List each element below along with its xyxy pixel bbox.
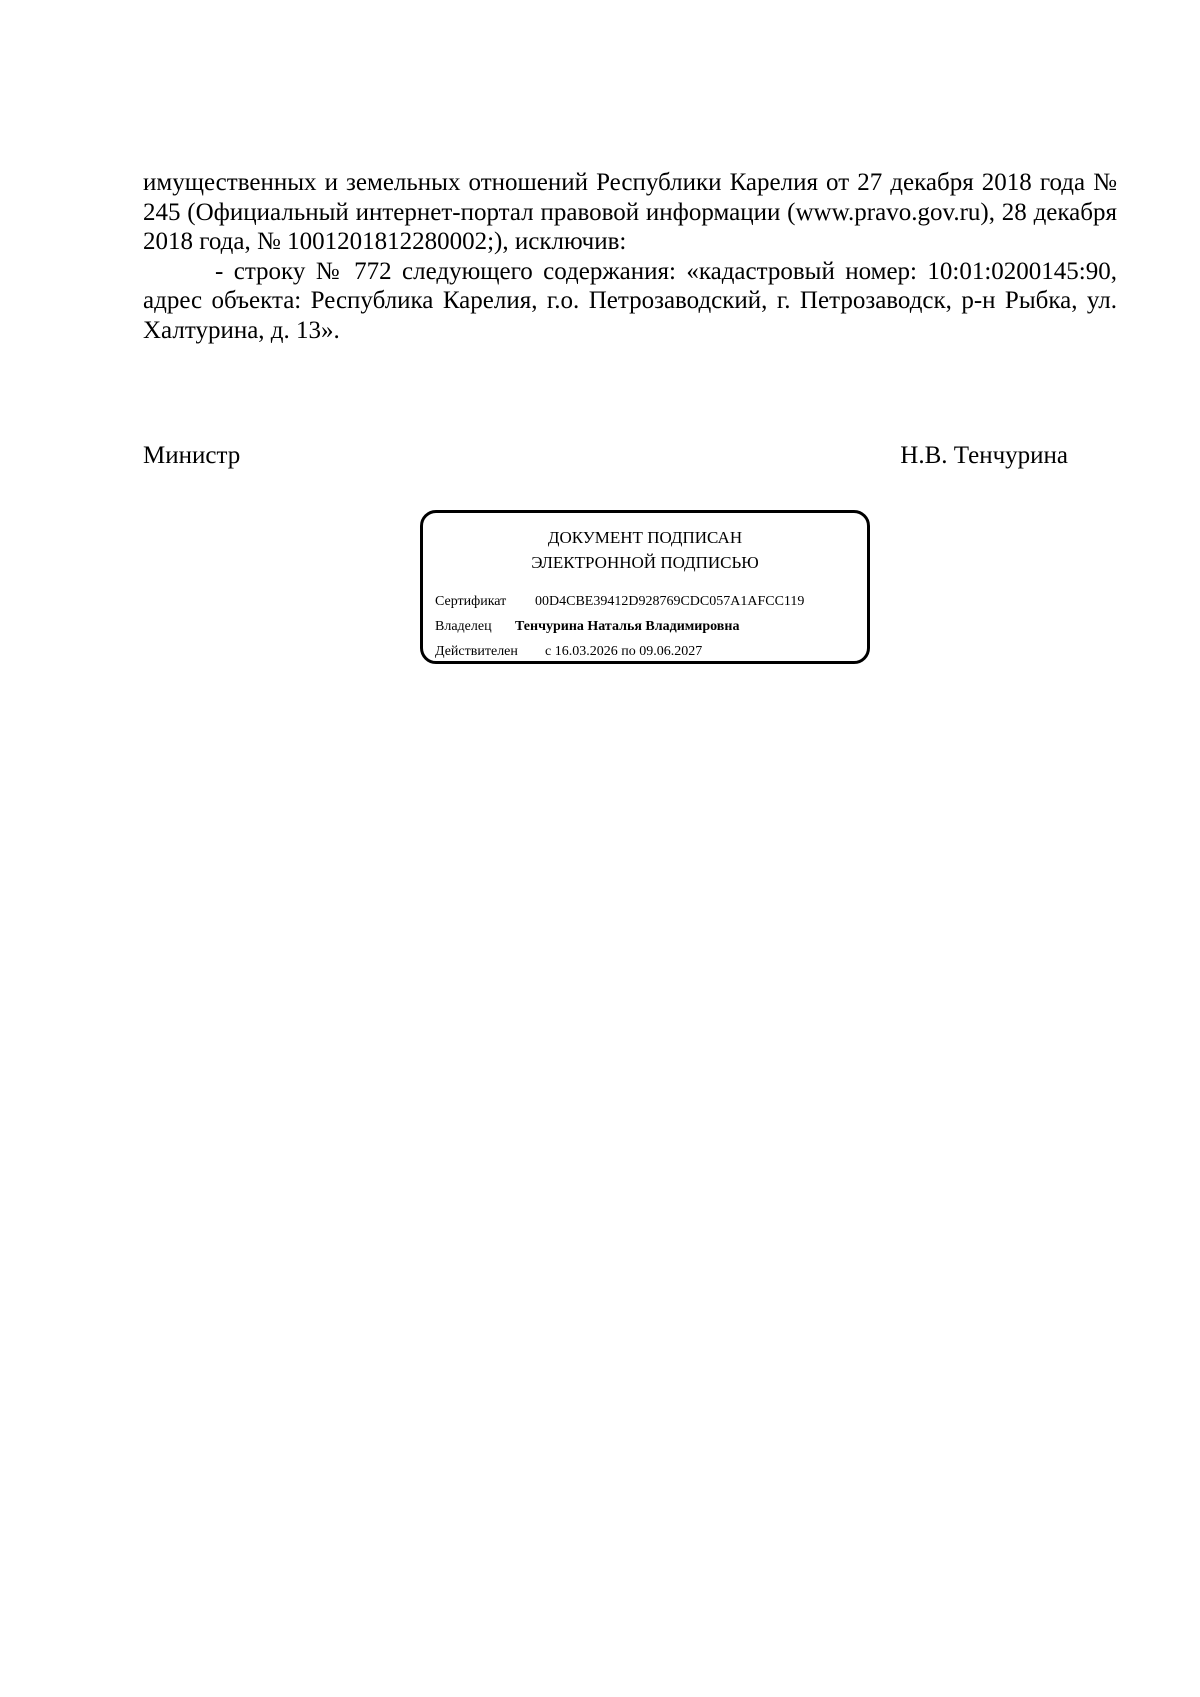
certificate-value: 00D4CBE39412D928769CDC057A1AFCC119 bbox=[535, 594, 805, 609]
owner-value: Тенчурина Наталья Владимировна bbox=[515, 619, 740, 634]
valid-value: с 16.03.2026 по 09.06.2027 bbox=[545, 644, 703, 659]
valid-label: Действителен bbox=[435, 644, 518, 659]
stamp-certificate-row bbox=[435, 593, 804, 611]
stamp-title-line-1: ДОКУМЕНТ ПОДПИСАН bbox=[547, 528, 743, 547]
owner-label: Владелец bbox=[435, 619, 492, 634]
stamp-validity-row bbox=[435, 643, 702, 661]
stamp-title-line-2: ЭЛЕКТРОННОЙ ПОДПИСЬЮ bbox=[531, 553, 759, 572]
document-body bbox=[143, 168, 1117, 345]
body-paragraph-1: имущественных и земельных отношений Республики Карелия от 27 декабря 2018 года № 245 (Официальный интернет-портал правовой информации (www.pravo.gov.ru), 28 декабря 2018 года, № 1001201812280002;), исключив: bbox=[143, 169, 1117, 255]
electronic-signature-stamp bbox=[420, 510, 870, 664]
stamp-title bbox=[423, 525, 867, 575]
signature-block bbox=[143, 441, 1068, 471]
stamp-owner-row bbox=[435, 618, 739, 636]
signatory-name: Н.В. Тенчурина bbox=[900, 442, 1068, 469]
signatory-position: Министр bbox=[143, 442, 241, 469]
body-paragraph-2: - строку № 772 следующего содержания: «кадастровый номер: 10:01:0200145:90, адрес объекта: Республика Карелия, г.о. Петрозаводский, г. Петрозаводск, р-н Рыбка, ул. Халтурина, д. 13». bbox=[143, 257, 1117, 344]
certificate-label: Сертификат bbox=[435, 594, 507, 609]
